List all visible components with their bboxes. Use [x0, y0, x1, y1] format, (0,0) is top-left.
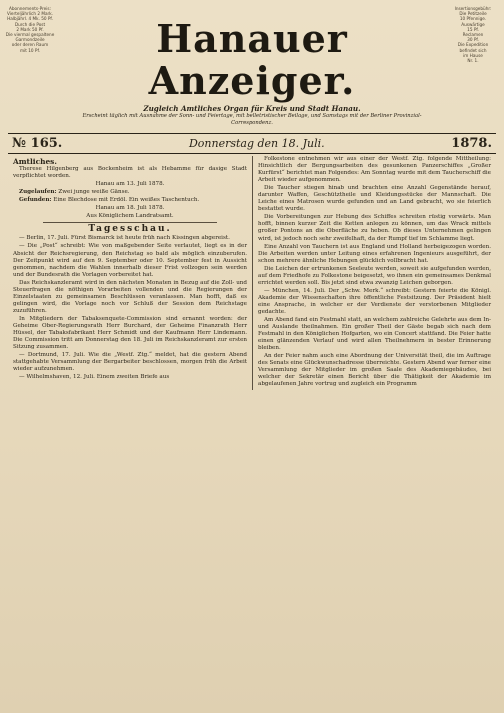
article-paragraph: Folkestone entnehmen wir aus einer der Westf. Ztg. folgende Mittheilung: Hinsichtlich der Bergungsarbeiten des gesunkenen Panzerschiffes „Großer Kurfürst“ berichtet man Folgendes: Am Sonntag wurde mit dem Taucherschiff die Arbeit wieder aufgenommen. — [258, 156, 491, 184]
zugelaufen-text: Zwei junge weiße Gänse. — [58, 189, 130, 196]
issue-date: Donnerstag den 18. Juli. — [188, 137, 325, 150]
gefunden-label: Gefunden: — [19, 197, 52, 204]
left-column — [8, 156, 252, 390]
article-paragraph: — München, 14. Juli. Der „Schw. Merk.“ schreibt: Gestern feierte die Königl. Akademie der Wissenschaften ihre öffentliche Festsitzung. Der Präsident hielt eine Ansprache, in welcher er der Verdienste der verstorbenen Mitglieder gedachte. — [258, 287, 491, 315]
bottom-rule — [8, 153, 496, 154]
amt-date: Hanau am 18. Juli 1878. — [95, 205, 165, 212]
right-column — [252, 156, 496, 390]
zugelaufen-notice — [13, 189, 247, 196]
article-paragraph: Das Reichskanzleramt wird in den nächsten Monaten in Bezug auf die Zoll- und Steuerfragen die nöthigen Vorarbeiten vollenden und die Regierungen der Einzelstaaten zu gemeinsamen Beschlüssen veranlassen. Man hofft, daß es gelingen wird, die Vorlage noch vor Schluß der Session dem Reichstage zuzuführen. — [13, 279, 247, 314]
article-paragraph: An der Feier nahm auch eine Abordnung der Universität theil, die im Auftrage des Senats eine Glückwunschadresse überreichte. Gestern Abend war ferner eine Versammlung der Mitglieder im großen Saale des Akademiegebäudes, bei welcher der Sekretär einen Bericht über die Thätigkeit der Akademie im abgelaufenen Jahre vortrug und zugleich ein Programm — [258, 353, 491, 388]
newspaper-subtitle: Zugleich Amtliches Organ für Kreis und Stadt Hanau. — [143, 104, 361, 113]
article-paragraph: Am Abend fand ein Festmahl statt, an welchem zahlreiche Gelehrte aus dem In- und Auslande theilnahmen. Ein großer Theil der Gäste begab sich nach dem Festmahl in den Königlichen Hofgarten, wo ein Concert stattfand. Die Feier hatte einen glänzenden Verlauf und wird allen Theilnehmern in bester Erinnerung bleiben. — [258, 317, 491, 352]
advertising-info: Insertionsgebühr: Die Petitzeile 10 Pfennige. Auswärtige 15 Pf. Reclamen 30 Pf. Die Expedition befindet sich im Hause Nr. 1. — [454, 6, 492, 64]
newspaper-title: Hanauer Anzeiger. — [148, 16, 356, 103]
article-paragraph: — Berlin, 17. Juli. Fürst Bismarck ist heute früh nach Kissingen abgereist. — [19, 235, 230, 242]
article-paragraph: — Wilhelmshaven, 12. Juli. Einem zweiten Briefe aus — [19, 374, 170, 381]
section-divider — [43, 222, 217, 223]
subscription-info: Abonnements-Preis: Vierteljährlich 2 Mark. Halbjährl. 4 Mk. 50 Pf. Durch die Post 2 Mark 50 Pf. Die viermal gespaltene Garmondzeile oder deren Raum mit 10 Pf. — [5, 6, 55, 53]
amtliches-heading: Amtliches. — [13, 157, 57, 166]
article-paragraph: Die Taucher stiegen hinab und brachten eine Anzahl Gegenstände herauf, darunter Waffen, Geschütztheile und Kleidungsstücke der Mannschaft. Die Leiche eines Matrosen wurde gefunden und an Land gebracht, wo sie feierlich bestattet wurde. — [258, 185, 491, 213]
amtliches-date: Hanau am 13. Juli 1878. — [95, 181, 165, 188]
article-paragraph: — Dortmund, 17. Juli. Wie die „Westf. Ztg.“ meldet, hat die gestern Abend stattgehabte Versammlung der Bergarbeiter beschlossen, morgen früh die Arbeit wieder aufzunehmen. — [13, 352, 247, 373]
newspaper-publishing-note: Erscheint täglich mit Ausnahme der Sonn- und Feiertage, mit belletristischer Beilage, und Samstags mit der Berliner Provinzial-Correspondenz. — [82, 113, 422, 126]
dateline — [8, 134, 496, 152]
tagesschau-heading: Tagesschau. — [88, 224, 172, 235]
zugelaufen-label: Zugelaufen: — [19, 189, 57, 196]
gefunden-text: Eine Blechdose mit Erdöl. Ein weißes Taschentuch. — [53, 197, 200, 204]
article-columns — [8, 156, 496, 390]
amt-signature: Aus Königlichem Landratsamt. — [86, 213, 174, 220]
amtliches-text: Therese Hilgenberg aus Bockenheim ist als Hebamme für dasige Stadt verpflichtet worden. — [13, 166, 247, 180]
article-paragraph: Die Vorbereitungen zur Hebung des Schiffes schreiten rüstig vorwärts. Man hofft, binnen kurzer Zeit die Ketten anlegen zu können, um das Wrack mittels großer Pontons an die Oberfläche zu heben. Ob dieses Unternehmen gelingen wird, ist jedoch noch sehr zweifelhaft, da der Rumpf tief im Schlamme liegt. — [258, 214, 491, 242]
article-paragraph: In Mitgliedern der Tabaksenquete-Commission sind ernannt worden: der Geheime Ober-Regierungsrath Herr Burchard, der Geheime Finanzrath Herr Hüssel, der Tabaksfabrikant Herr Schmidt und der Kaufmann Herr Lindemann. Die Commission tritt am Donnerstag den 18. Juli im Reichskanzleramt zur ersten Sitzung zusammen. — [13, 315, 247, 351]
issue-year: 1878. — [451, 136, 492, 151]
gefunden-notice — [13, 197, 247, 204]
issue-number: № 165. — [12, 136, 63, 151]
article-paragraph: Die Leichen der ertrunkenen Seeleute werden, soweit sie aufgefunden werden, auf dem Friedhofe zu Folkestone beigesetzt, wo ihnen ein gemeinsames Denkmal errichtet werden soll. Bis jetzt sind etwa zwanzig Leichen geborgen. — [258, 265, 491, 286]
article-paragraph: Eine Anzahl von Tauchern ist aus England und Holland herbeigezogen worden. Die Arbeiten werden unter Leitung eines erfahrenen Ingenieurs ausgeführt, der schon mehrere ähnliche Hebungen glücklich vollbracht hat. — [258, 243, 491, 264]
article-paragraph: — Die „Post“ schreibt: Wie von maßgebender Seite verlautet, liegt es in der Absicht der Reichsregierung, den Reichstag so bald als möglich einzuberufen. Der Zeitpunkt wird auf den 9. September oder 10. September fest in Aussicht genommen, nachdem die Wahlen innerhalb dieser Frist vollzogen sein werden und der Bundesrath die Vorlagen vorbereitet hat. — [13, 243, 247, 278]
